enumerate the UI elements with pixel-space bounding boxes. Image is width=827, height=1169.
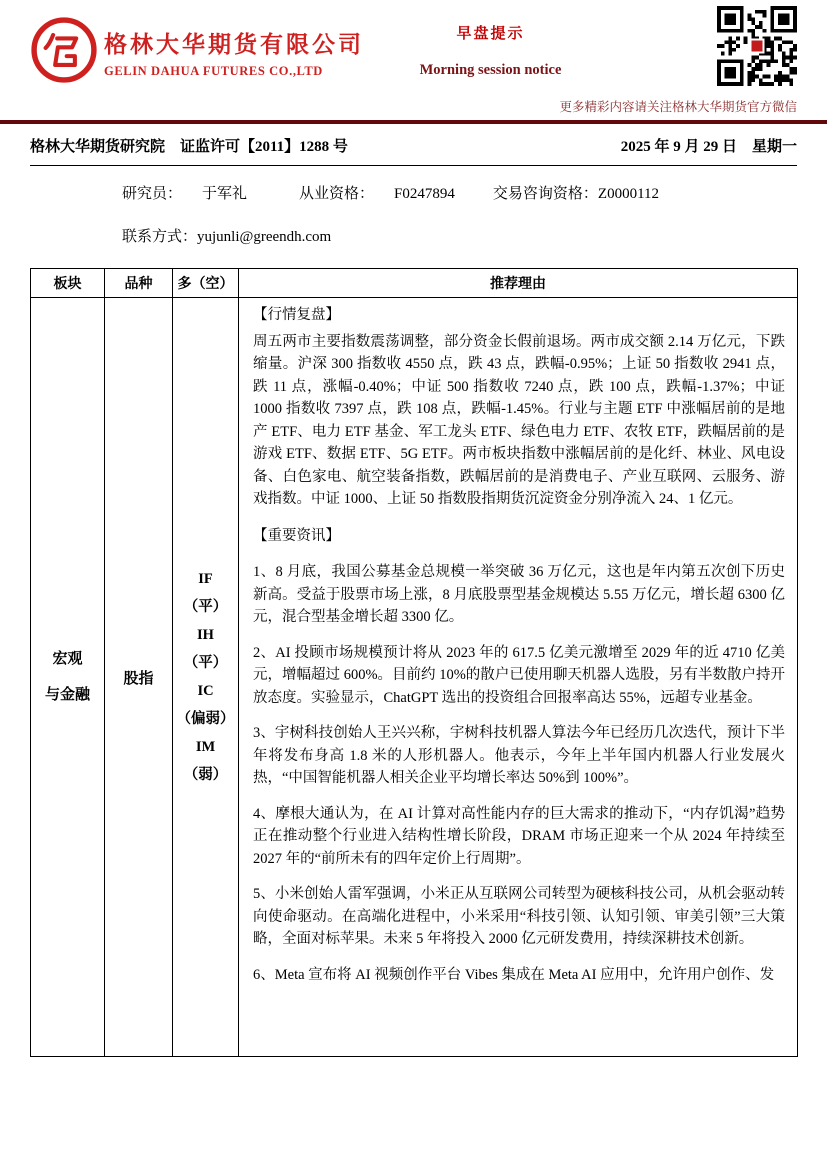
- company-logo-icon: [30, 16, 98, 84]
- news-item-1: 1、8 月底，我国公募基金总规模一举突破 36 万亿元，这也是年内第五次创下历史新高。受益于股票市场上涨，8 月底股票型基金规模达 5.55 万亿元，增长超 6300 亿元，混合型基金增长超 3300 亿。: [253, 564, 785, 625]
- position-line-ic-level: （偏弱）: [176, 711, 235, 727]
- notice-title-block: [388, 22, 593, 79]
- col-header-variety: 品种: [105, 269, 173, 298]
- researcher-contact-label: 联系方式：: [122, 229, 198, 245]
- news-item-3: 3、宇树科技创始人王兴兴称，宇树科技机器人算法今年已经历几次迭代，预计下半年将发布身高 1.8 米的人形机器人。他表示，今年上半年国内机器人行业发展火热，“中国智能机器人相关企业平均增长率达 50%到 100%”。: [253, 725, 785, 786]
- sector-line-1: 宏观: [52, 651, 83, 667]
- researcher-cert-number: F0247894: [394, 186, 455, 202]
- notice-title-cn: 早盘提示: [456, 26, 525, 42]
- notice-title-en: Morning session notice: [419, 62, 562, 78]
- variety-cell: 股指: [105, 298, 173, 1057]
- news-item-5: 5、小米创始人雷军强调，小米正从互联网公司转型为硬核科技公司，从机会驱动转向使命驱动。在高端化进程中，小米采用“科技引领、认知引领、审美引领”三大策略，全面对标苹果。未来 5 年将投入 2000 亿元研发费用，持续深耕技术创新。: [253, 886, 785, 947]
- researcher-line-1: [122, 182, 797, 203]
- col-header-sector: 板块: [31, 269, 105, 298]
- researcher-name-label: 研究员：: [122, 186, 183, 202]
- report-date: 2025 年 9 月 29 日 星期一: [620, 139, 797, 155]
- market-review-title: 【行情复盘】: [253, 307, 340, 323]
- meta-bar: [0, 124, 827, 162]
- company-name-block: [104, 26, 364, 79]
- sector-line-2: 与金融: [44, 687, 90, 703]
- researcher-cert-label: 从业资格：: [299, 186, 375, 202]
- news-item-4: 4、摩根大通认为，在 AI 计算对高性能内存的巨大需求的推动下，“内存饥渴”趋势正在推动整个行业进入结构性增长阶段，DRAM 市场正迎来一个从 2024 年持续至 2027 年的“前所未有的四年定价上行周期”。: [253, 805, 785, 867]
- researcher-line-2: [122, 225, 797, 246]
- researcher-advisory-number: Z0000112: [597, 186, 660, 202]
- position-line-im: IM: [195, 739, 216, 755]
- position-line-if: IF: [198, 571, 213, 587]
- position-line-ic: IC: [197, 683, 214, 699]
- company-name-cn: 格林大华期货有限公司: [104, 32, 364, 57]
- institute-license-text: 格林大华期货研究院 证监许可【2011】1288 号: [30, 139, 348, 155]
- news-item-2: 2、AI 投顾市场规模预计将从 2023 年的 617.5 亿美元激增至 2029 年的近 4710 亿美元，增幅超过 600%。目前约 10%的散户已使用聊天机器人选股，另有半数散户持开放态度。实验显示，ChatGPT 选出的投资组合回报率高达 55%，远超专业基金。: [253, 644, 785, 706]
- page-header: [0, 0, 827, 120]
- important-news-title: 【重要资讯】: [253, 527, 340, 544]
- market-review-body: 周五两市主要指数震荡调整，部分资金长假前退场。两市成交额 2.14 万亿元，下跌缩量。沪深 300 指数收 4550 点，跌 43 点，跌幅-0.95%；上证 50 指数收 2941 点，跌 11 点，涨幅-0.40%；中证 500 指数收 7240 点，跌 100 点，跌幅-1.37%；中证 1000 指数收 7397 点，跌 108 点，跌幅-1.45%。行业与主题 ETF 中涨幅居前的是地产 ETF、电力 ETF 基金、军工龙头 ETF、绿色电力 ETF、农牧 ETF，跌幅居前的是游戏 ETF、数据 ETF、5G ETF。两市板块指数中涨幅居前的是化纤、林业、风电设备、白色家电、航空装备指数，跌幅居前的是消费电子、产业互联网、云服务、游戏指数。中证 1000、上证 50 指数股指期货沉淀资金分别净流入 24、1 亿元。: [253, 333, 785, 507]
- company-name-en: GELIN DAHUA FUTURES CO.,LTD: [104, 64, 323, 78]
- table-row: [31, 298, 798, 1057]
- researcher-info: [0, 166, 827, 246]
- position-line-ih: IH: [197, 627, 214, 643]
- researcher-contact-email: yujunli@greendh.com: [197, 229, 332, 245]
- reason-content: [253, 304, 785, 999]
- wechat-qr-code: [717, 6, 797, 86]
- wechat-tip-text: 更多精彩内容请关注格林大华期货官方微信: [559, 100, 797, 114]
- sector-cell: [31, 298, 105, 1057]
- position-line-im-level: （弱）: [183, 767, 228, 783]
- reason-cell: [239, 298, 798, 1057]
- researcher-advisory-label: 交易咨询资格：: [492, 186, 598, 202]
- col-header-reason: 推荐理由: [239, 269, 798, 298]
- news-item-6: 6、Meta 宣布将 AI 视频创作平台 Vibes 集成在 Meta AI 应用中，允许用户创作、发: [253, 966, 775, 983]
- position-cell: [173, 298, 239, 1057]
- position-line-ih-level: （平）: [183, 655, 228, 671]
- col-header-position: 多（空）: [173, 269, 239, 298]
- position-line-if-level: （平）: [183, 599, 228, 615]
- recommendation-table: [30, 268, 798, 1057]
- table-header-row: [31, 269, 798, 298]
- researcher-name: 于军礼: [202, 186, 248, 202]
